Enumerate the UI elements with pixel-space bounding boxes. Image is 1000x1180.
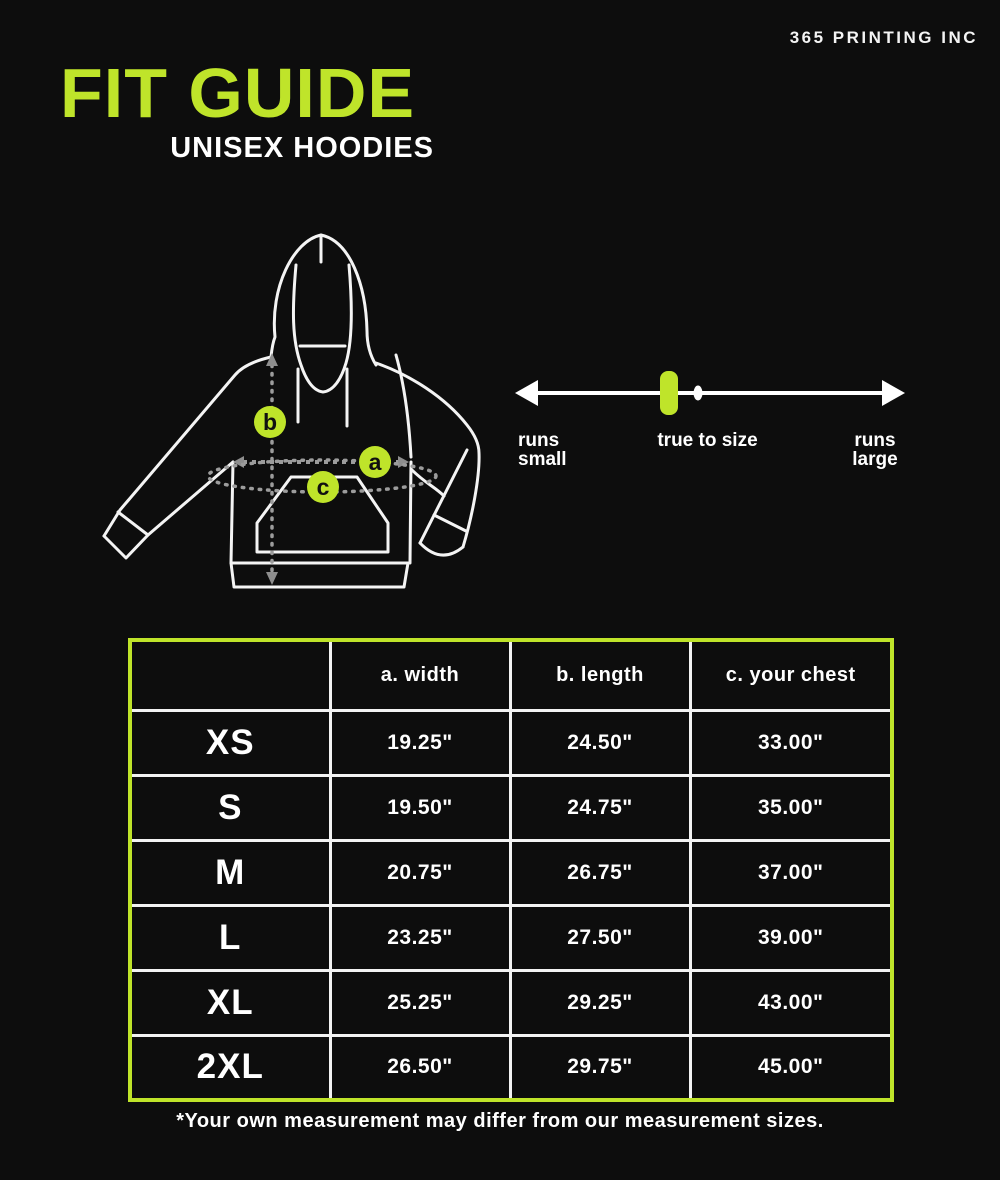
width-value: 20.75" — [330, 840, 510, 905]
table-row — [130, 970, 892, 1035]
size-label: S — [130, 775, 330, 840]
table-row — [130, 710, 892, 775]
hem-band — [231, 563, 408, 587]
page-title: FIT GUIDE — [60, 54, 416, 132]
size-label: XL — [130, 970, 330, 1035]
brand-name: 365 PRINTING INC — [789, 28, 978, 47]
runs-large-label: runs large — [852, 430, 898, 470]
hood-opening — [293, 265, 351, 392]
width-value: 26.50" — [330, 1035, 510, 1100]
size-label: XS — [130, 710, 330, 775]
width-value: 19.25" — [330, 710, 510, 775]
chest-value: 33.00" — [690, 710, 892, 775]
true-to-size-label: true to size — [657, 430, 758, 451]
measure-guides — [208, 353, 436, 585]
fit-scale-arrow — [505, 360, 925, 430]
table-row — [130, 775, 892, 840]
body-right-side — [410, 462, 411, 563]
size-table — [128, 638, 894, 1102]
chest-value: 37.00" — [690, 840, 892, 905]
corner-cell — [130, 640, 330, 710]
page-subtitle: UNISEX HOODIES — [170, 132, 434, 164]
chest-value: 35.00" — [690, 775, 892, 840]
length-value: 26.75" — [510, 840, 690, 905]
arrow-left-head — [515, 380, 538, 406]
size-label: M — [130, 840, 330, 905]
title-block — [60, 54, 434, 165]
measure-b-arrow-top — [266, 353, 278, 366]
length-value: 29.25" — [510, 970, 690, 1035]
chest-value: 39.00" — [690, 905, 892, 970]
table-header-row — [130, 640, 892, 710]
length-value: 27.50" — [510, 905, 690, 970]
left-cuff — [104, 512, 148, 558]
right-sleeve-inner — [396, 355, 411, 457]
measure-b-arrow-bottom — [266, 572, 278, 585]
length-value: 29.75" — [510, 1035, 690, 1100]
marker-b-label: b — [262, 409, 278, 435]
column-header-length: b. length — [510, 640, 690, 710]
runs-small-label: runs small — [518, 430, 567, 470]
size-label: 2XL — [130, 1035, 330, 1100]
column-header-width: a. width — [330, 640, 510, 710]
right-cuff — [420, 515, 466, 555]
table-row — [130, 1035, 892, 1100]
measurement-disclaimer: *Your own measurement may differ from our measurement sizes. — [176, 1110, 824, 1132]
marker-badges — [254, 406, 391, 503]
hoodie-measurement-diagram — [95, 225, 495, 615]
table-row — [130, 840, 892, 905]
left-sleeve-inner — [148, 462, 233, 535]
marker-c-label: c — [316, 474, 330, 500]
width-value: 19.50" — [330, 775, 510, 840]
size-label: L — [130, 905, 330, 970]
length-value: 24.50" — [510, 710, 690, 775]
fit-scale — [505, 360, 935, 475]
width-value: 25.25" — [330, 970, 510, 1035]
chest-value: 45.00" — [690, 1035, 892, 1100]
marker-a-label: a — [368, 449, 382, 475]
length-value: 24.75" — [510, 775, 690, 840]
left-sleeve-outer — [104, 357, 271, 536]
column-header-chest: c. your chest — [690, 640, 892, 710]
chest-value: 43.00" — [690, 970, 892, 1035]
table-row — [130, 905, 892, 970]
hoodie-illustration — [95, 225, 495, 615]
body-left-side — [231, 462, 233, 563]
width-value: 23.25" — [330, 905, 510, 970]
center-tick — [694, 386, 703, 401]
arrow-right-head — [882, 380, 905, 406]
fit-indicator — [660, 371, 678, 415]
